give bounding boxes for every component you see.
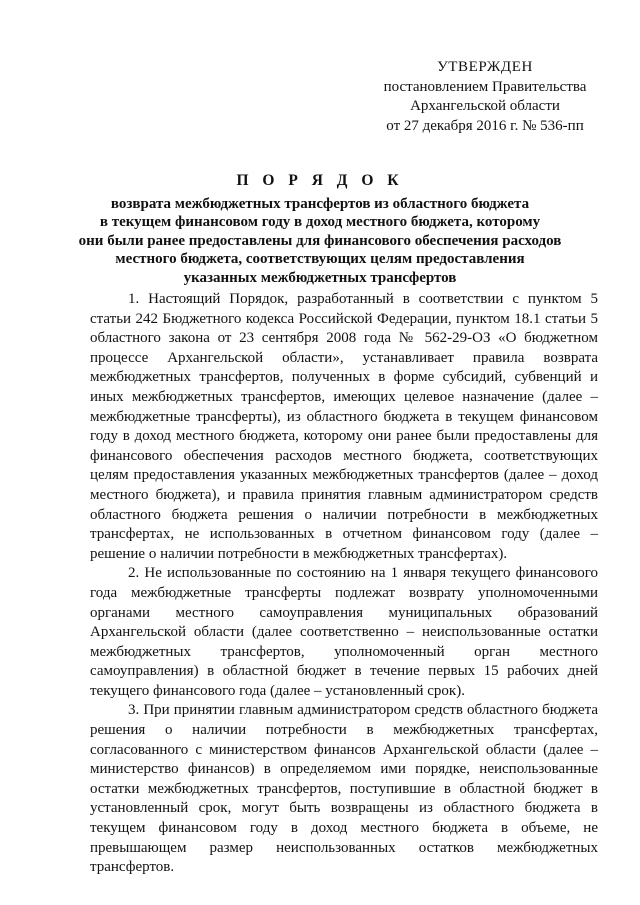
document-title: П О Р Я Д О К [236,172,404,189]
approval-line-3: от 27 декабря 2016 г. № 536-пп [386,117,584,134]
subtitle-line: возврата межбюджетных трансфертов из областного бюджета [110,195,530,212]
document-heading [60,172,580,288]
subtitle-line: в текущем финансовом году в доход местного бюджета, которому [99,214,541,231]
approval-line-2: Архангельской области [410,98,560,114]
subtitle-line: местного бюджета, соответствующих целям предоставления [115,251,525,268]
subtitle-line: указанных межбюджетных трансфертов [183,269,457,286]
paragraph-1: 1. Настоящий Порядок, разработанный в соответствии с пунктом 5 статьи 242 Бюджетного кодекса Российской Федерации, пунктом 18.1 статьи 5 областного закона от 23 сентября 2008 года № 562-29-ОЗ «О бюджетном процессе Архангельской области», устанавливает правила возврата межбюджетных трансфертов, полученных в форме субсидий, субвенций и иных межбюджетных трансфертов, имеющих целевое назначение (далее – межбюджетные трансферты), из областного бюджета в текущем финансовом году в доход местного бюджета, которому они ранее были предоставлены для финансового обеспечения расходов местного бюджета, соответствующих целям предоставления указанных межбюджетных трансфертов (далее – доход местного бюджета), и правила принятия главным администратором средств областного бюджета решения о наличии потребности в межбюджетных трансфертах, не использованных в отчетном финансовом году (далее – решение о наличии потребности в межбюджетных трансфертах). [90,291,598,562]
approval-stamp: УТВЕРЖДЕН [437,59,533,75]
subtitle-line: они были ранее предоставлены для финансового обеспечения расходов [78,232,562,249]
paragraph-3: 3. При принятии главным администратором средств областного бюджета решения о наличии потребности в межбюджетных трансфертах, согласованного с министерством финансов Архангельской области (далее – министерство финансов) в определяемом ими порядке, неиспользованные остатки межбюджетных трансфертов, поступившие в областной бюджет в установленный срок, могут быть возвращены из областного бюджета в текущем финансовом году в доход местного бюджета в объеме, не превышающем размер неиспользованных остатков межбюджетных трансфертов. [90,702,598,876]
approval-stamp-block [360,58,610,136]
approval-line-1: постановлением Правительства [383,78,587,95]
paragraph-2: 2. Не использованные по состоянию на 1 января текущего финансового года межбюджетные трансферты подлежат возврату уполномоченными органами местного самоуправления муниципальных образований Архангельской области (далее соответственно – неиспользованные остатки межбюджетных трансфертов, уполномоченный орган местного самоуправления) в областной бюджет в течение первых 15 рабочих дней текущего финансового года (далее – установленный срок). [90,565,598,699]
document-body [90,290,598,878]
